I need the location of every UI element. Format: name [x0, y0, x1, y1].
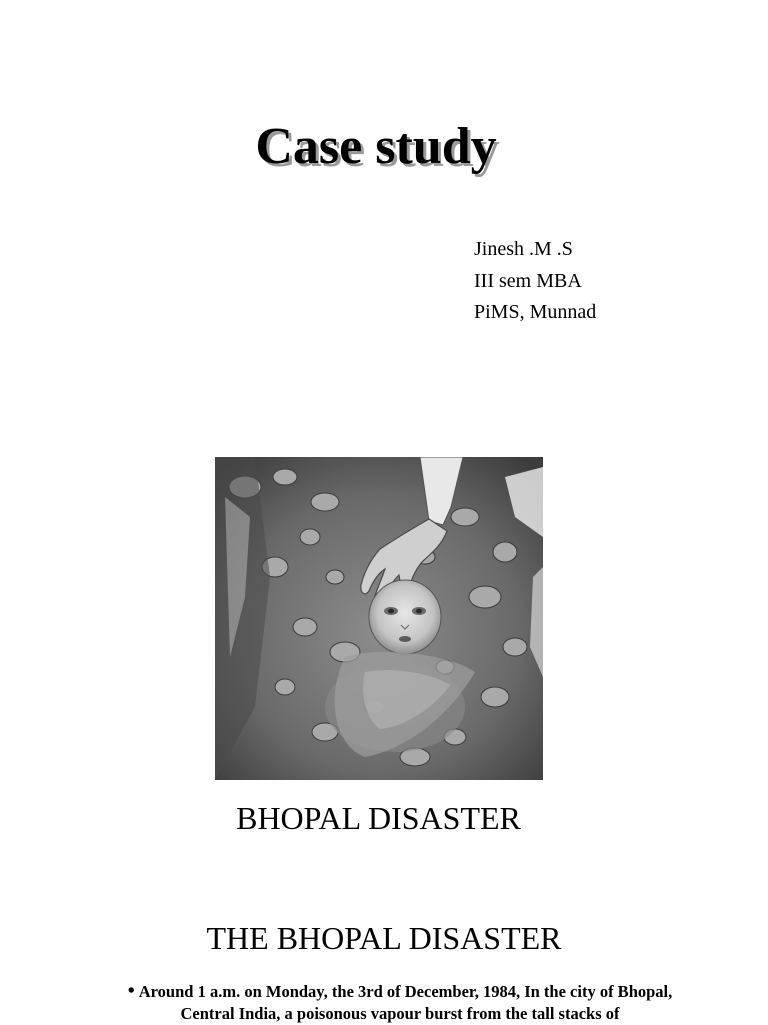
author-name: Jinesh .M .S: [474, 238, 573, 260]
author-course: III sem MBA: [474, 269, 582, 292]
bhopal-photo: [215, 457, 543, 780]
bullet-paragraph: [110, 980, 690, 1025]
slide-title: Case study: [255, 118, 497, 175]
bullet-marker: •: [127, 980, 135, 1002]
photo-caption: BHOPAL DISASTER: [236, 800, 521, 836]
section-title: THE BHOPAL DISASTER: [206, 920, 562, 956]
bullet-text: Around 1 a.m. on Monday, the 3rd of December, 1984, In the city of Bhopal, Central India, a poisonous vapour burst from the tall stacks of: [138, 982, 673, 1023]
author-institute: PiMS, Munnad: [474, 301, 597, 323]
author-block: [474, 234, 596, 329]
